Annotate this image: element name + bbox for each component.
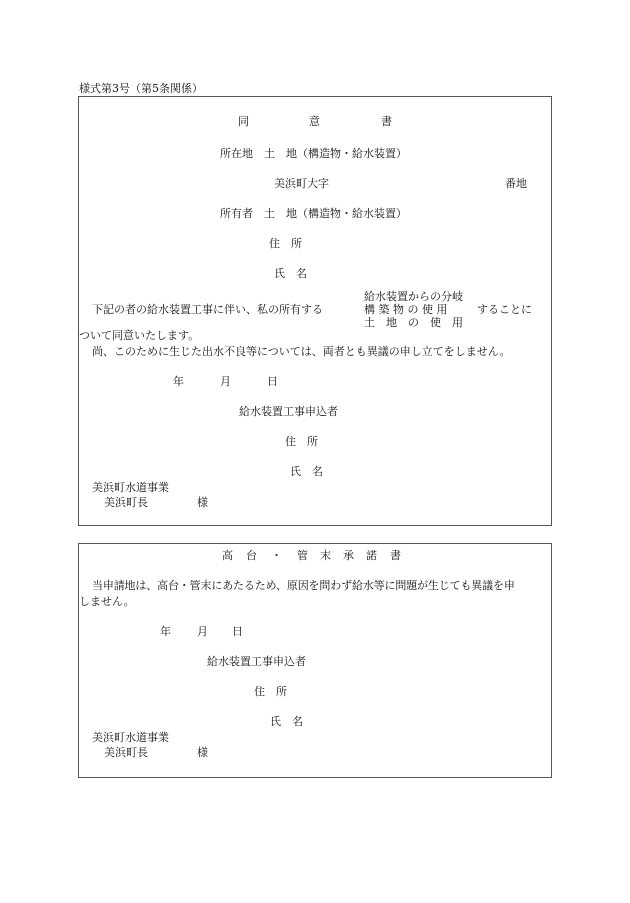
acceptance-title-char: 書 [390,549,401,562]
consent-title-char: 同 [238,115,249,128]
applicant-address-label: 住 所 [285,435,318,448]
owner-name-label: 氏 名 [274,267,307,280]
town-label: 美浜町大字 [274,177,329,190]
day-label: 日 [232,625,243,638]
acceptance-title-char: ・ [271,549,282,562]
water-utility-name: 美浜町水道事業 [92,731,169,744]
acceptance-title-char: 承 [343,549,354,562]
consent-title-char: 意 [309,115,320,128]
form-number-label: 様式第3号（第5条関係） [79,82,203,95]
month-label: 月 [197,625,208,638]
acceptance-title-char: 末 [320,549,331,562]
consent-title-char: 書 [381,115,392,128]
mayor-label: 美浜町長 [104,746,148,759]
location-label: 所在地 土 地（構造物・給水装置） [220,147,407,160]
usage-type-line: 給水装置からの分岐 [364,290,463,303]
honorific-label: 様 [197,746,208,759]
year-label: 年 [173,375,184,388]
day-label: 日 [267,375,278,388]
usage-type-line: 構 築 物 の 使 用 [364,303,448,316]
owner-label: 所有者 土 地（構造物・給水装置） [220,207,407,220]
mayor-label: 美浜町長 [104,496,148,509]
consent-body-suffix: することに [477,303,532,316]
applicant-name-label: 氏 名 [270,715,303,728]
banchi-label: 番地 [505,177,527,190]
applicant-label: 給水装置工事申込者 [207,655,306,668]
applicant-label: 給水装置工事申込者 [239,405,338,418]
applicant-name-label: 氏 名 [290,465,323,478]
usage-type-line: 土 地 の 使 用 [364,316,463,329]
acceptance-title-char: 台 [246,549,257,562]
acceptance-title-char: 高 [222,549,233,562]
owner-address-label: 住 所 [269,237,302,250]
acceptance-body-line2: しません。 [79,595,135,608]
consent-body-continuation: ついて同意いたします。 [79,329,200,342]
honorific-label: 様 [197,496,208,509]
month-label: 月 [220,375,231,388]
acceptance-body-line1: 当申請地は、高台・管末にあたるため、原因を問わず給水等に問題が生じても異議を申 [92,579,515,592]
consent-body-prefix: 下記の者の給水装置工事に伴い、私の所有する [92,303,323,316]
year-label: 年 [160,625,171,638]
water-utility-name: 美浜町水道事業 [92,481,169,494]
consent-body-notice: 尚、このために生じた出水不良等については、両者とも異議の申し立てをしません。 [92,345,511,358]
applicant-address-label: 住 所 [254,685,287,698]
acceptance-title-char: 管 [297,549,308,562]
acceptance-title-char: 諾 [366,549,377,562]
